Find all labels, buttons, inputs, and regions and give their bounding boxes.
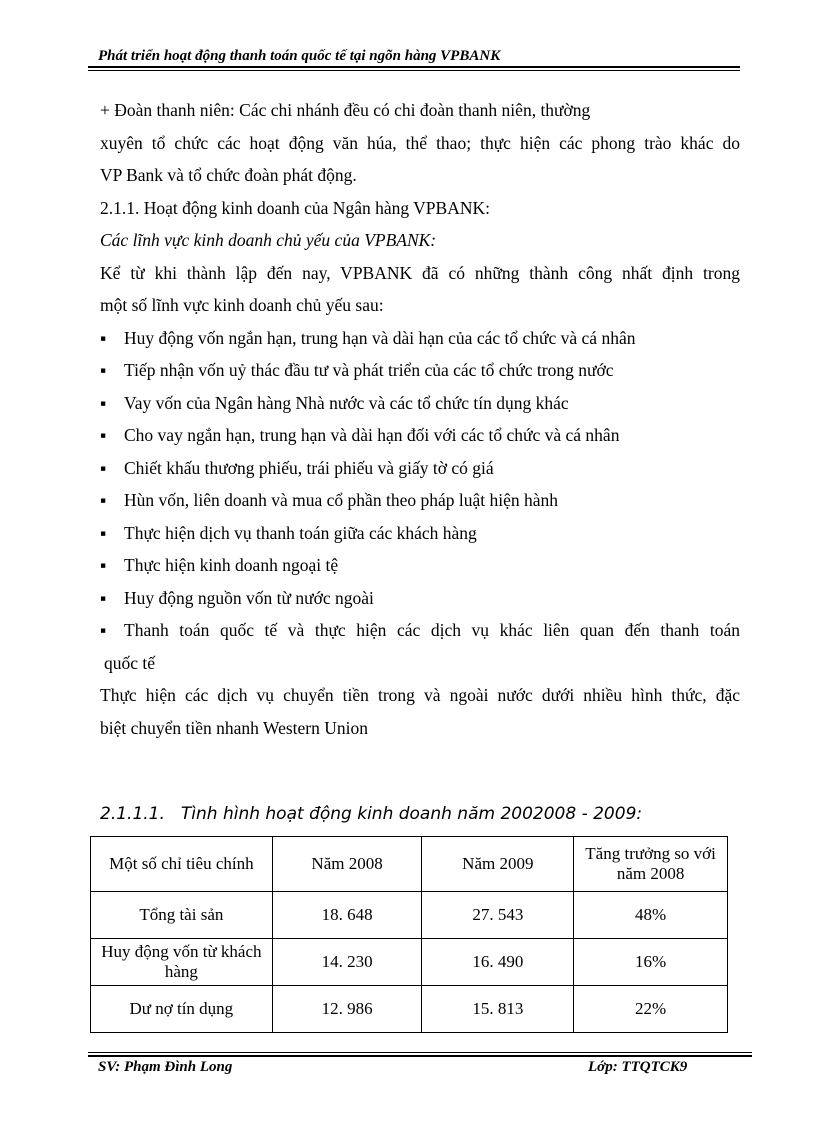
bullet-icon: ▪ bbox=[100, 620, 107, 640]
table-header-row bbox=[91, 837, 728, 892]
table-cell: 22% bbox=[574, 986, 728, 1033]
bullet-icon: ▪ bbox=[100, 392, 107, 413]
header-rule-thin bbox=[88, 70, 740, 71]
table-cell: 27. 543 bbox=[422, 892, 574, 939]
list-item bbox=[100, 582, 740, 615]
list-item bbox=[100, 517, 740, 550]
table-cell: Dư nợ tín dụng bbox=[91, 986, 273, 1033]
column-header: Năm 2009 bbox=[422, 837, 574, 892]
footer-student: SV: Phạm Đình Long bbox=[98, 1059, 233, 1075]
closing-line2: biệt chuyển tiền nhanh Western Union bbox=[100, 717, 368, 738]
closing-line1: Thực hiện các dịch vụ chuyển tiền trong và ngoài nước dưới nhiều hình thức, đặc bbox=[100, 685, 740, 705]
table-cell: Huy động vốn từ khách hàng bbox=[91, 939, 273, 986]
list-item bbox=[100, 452, 740, 485]
bullet-icon: ▪ bbox=[100, 490, 107, 510]
list-item-text: Tiếp nhận vốn uỷ thác đầu tư và phát triển của các tổ chức trong nước bbox=[124, 360, 614, 380]
table-cell: 18. 648 bbox=[272, 892, 422, 939]
list-item-text: Chiết khấu thương phiếu, trái phiếu và giấy tờ có giá bbox=[124, 457, 494, 478]
section-heading: 2.1.1. Hoạt động kinh doanh của Ngân hàng VPBANK: bbox=[100, 197, 490, 218]
list-item bbox=[100, 549, 740, 582]
running-header: Phát triển hoạt động thanh toán quốc tế tại ngõn hàng VPBANK bbox=[98, 48, 501, 64]
bullet-icon: ▪ bbox=[100, 425, 107, 445]
list-item bbox=[100, 614, 740, 647]
paragraph-youth-union-line1: + Đoàn thanh niên: Các chi nhánh đều có chi đoàn thanh niên, thường bbox=[100, 100, 591, 120]
bullet-icon: ▪ bbox=[100, 587, 107, 608]
column-header: Năm 2008 bbox=[272, 837, 422, 892]
bullet-icon: ▪ bbox=[100, 457, 107, 478]
footer-rule-thin bbox=[88, 1052, 752, 1053]
bullet-icon: ▪ bbox=[100, 327, 107, 348]
table-cell: 14. 230 bbox=[272, 939, 422, 986]
list-item bbox=[100, 484, 740, 517]
list-item-text: Cho vay ngắn hạn, trung hạn và dài hạn đối với các tổ chức và cá nhân bbox=[124, 425, 620, 445]
column-header: Tăng trưởng so với năm 2008 bbox=[574, 837, 728, 892]
list-item-text: Thực hiện kinh doanh ngoại tệ bbox=[124, 555, 339, 575]
footer-class: Lớp: TTQTCK9 bbox=[588, 1059, 688, 1075]
table-cell: 16% bbox=[574, 939, 728, 986]
subsection-heading bbox=[100, 804, 642, 824]
intro-line1: Kể từ khi thành lập đến nay, VPBANK đã có những thành công nhất định trong bbox=[100, 262, 740, 283]
list-item bbox=[100, 387, 740, 420]
intro-line2: một số lĩnh vực kinh doanh chủ yếu sau: bbox=[100, 295, 384, 315]
column-header: Một số chỉ tiêu chính bbox=[91, 837, 273, 892]
bullet-icon: ▪ bbox=[100, 360, 107, 380]
subsection-number: 2.1.1.1. bbox=[100, 804, 165, 824]
list-item-text: Thanh toán quốc tế và thực hiện các dịch vụ khác liên quan đến thanh toán bbox=[124, 620, 740, 640]
table-cell: 12. 986 bbox=[272, 986, 422, 1033]
footer-rule bbox=[88, 1055, 752, 1057]
list-item-text: Vay vốn của Ngân hàng Nhà nước và các tổ chức tín dụng khác bbox=[124, 392, 569, 413]
list-item-text: Huy động vốn ngắn hạn, trung hạn và dài hạn của các tổ chức và cá nhân bbox=[124, 327, 636, 348]
table-row bbox=[91, 939, 728, 986]
table-cell: 15. 813 bbox=[422, 986, 574, 1033]
list-item-text: Thực hiện dịch vụ thanh toán giữa các khách hàng bbox=[124, 522, 477, 543]
paragraph-youth-union-line2: xuyên tổ chức các hoạt động văn húa, thể thao; thực hiện các phong trào khác do bbox=[100, 132, 740, 153]
table-row bbox=[91, 986, 728, 1033]
list-item-continuation: quốc tế bbox=[104, 652, 156, 673]
body-text bbox=[100, 94, 740, 744]
list-item bbox=[100, 354, 740, 387]
table-cell: Tổng tài sản bbox=[91, 892, 273, 939]
table-cell: 48% bbox=[574, 892, 728, 939]
bullet-icon: ▪ bbox=[100, 522, 107, 543]
paragraph-youth-union-line3: VP Bank và tổ chức đoàn phát động. bbox=[100, 165, 357, 185]
list-item bbox=[100, 322, 740, 355]
business-results-table bbox=[90, 836, 728, 1033]
subsection-title: Tình hình hoạt động kinh doanh năm 2002008 - 2009: bbox=[180, 804, 643, 824]
list-item-text: Huy động nguồn vốn từ nước ngoài bbox=[124, 587, 374, 608]
bullet-icon: ▪ bbox=[100, 555, 107, 575]
table-cell: 16. 490 bbox=[422, 939, 574, 986]
list-item-text: Hùn vốn, liên doanh và mua cổ phần theo pháp luật hiện hành bbox=[124, 490, 558, 510]
list-item bbox=[100, 419, 740, 452]
table-row bbox=[91, 892, 728, 939]
header-rule bbox=[88, 66, 740, 68]
italic-heading: Các lĩnh vực kinh doanh chủ yếu của VPBANK: bbox=[100, 230, 437, 250]
